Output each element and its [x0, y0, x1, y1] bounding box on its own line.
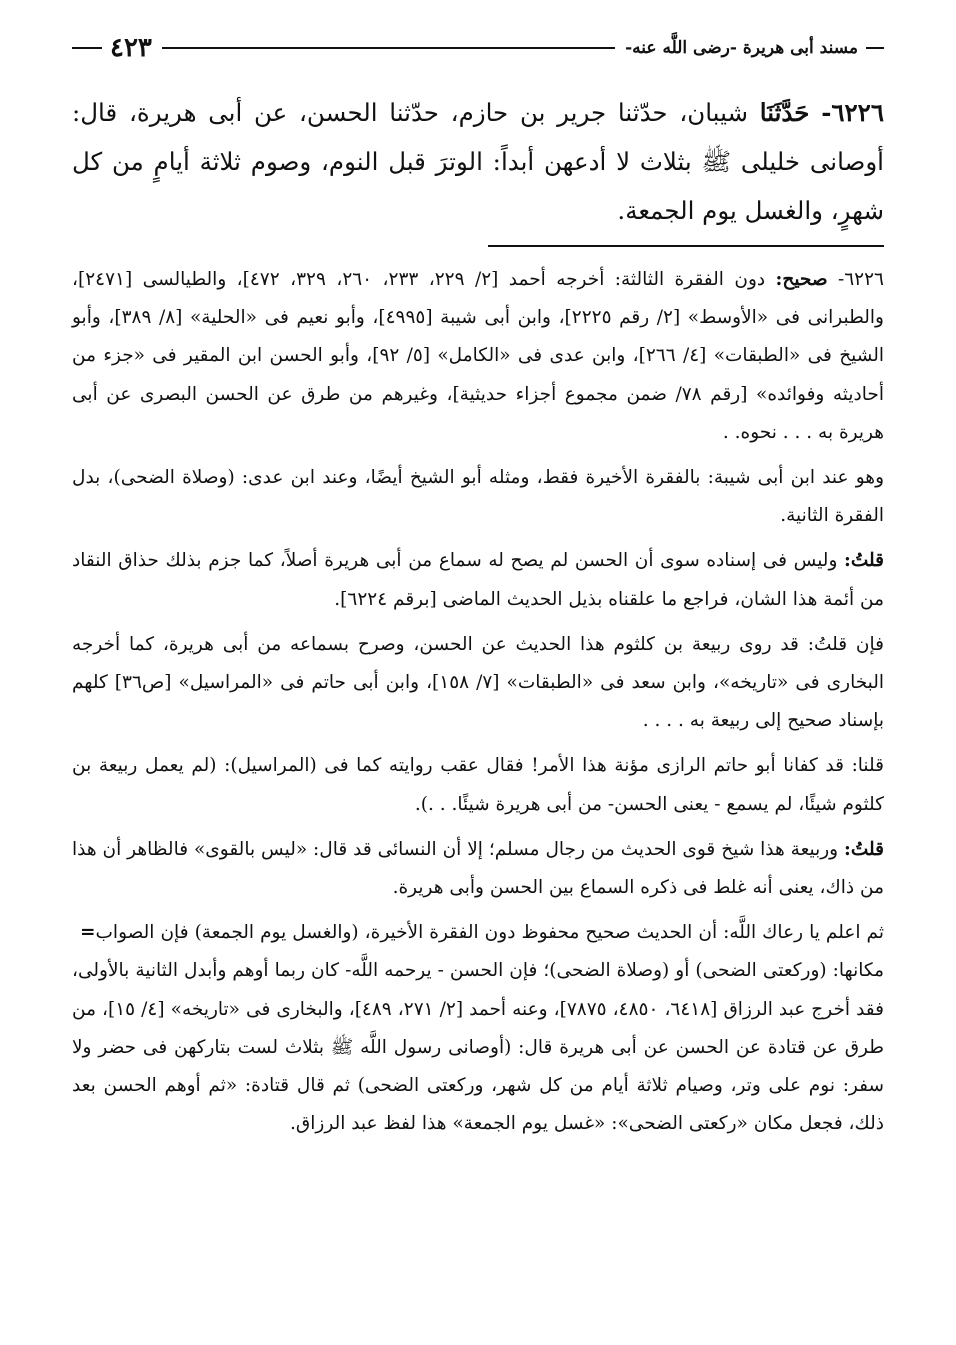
- hadith-number: ٦٢٢٦-: [821, 98, 884, 127]
- book-page: [72, 30, 884, 1150]
- page-number: ٤٢٣: [110, 33, 152, 63]
- paragraph-lead: قلتُ:: [844, 550, 884, 572]
- paragraph-lead: فإن قلتُ:: [807, 633, 884, 655]
- hadith-grade: صحيح:: [775, 269, 828, 290]
- commentary-text: دون الفقرة الثالثة: أخرجه أحمد [٢/ ٢٢٩، ٢٣٣، ٢٦٠، ٣٢٩، ٤٧٢]، والطيالسى [٢٤٧١]، والطبرانى فى «الأوسط» [٢/ رقم ٢٢٢٥]، وابن أبى شيبة [٤٩٩٥]، وأبو نعيم فى «الحلية» [٨/ ٣٨٩]، وأبو الشيخ فى «الطبقات» [٤/ ٢٦٦]، وابن عدى فى «الكامل» [٥/ ٩٢]، وأبو الحسن ابن المقير فى «جزء من أحاديثه وفوائده» [رقم ٧٨/ ضمن مجموع أجزاء حديثية]، وغيرهم من طرق عن الحسن البصرى عن أبى هريرة به . . . نحوه. .: [72, 269, 884, 443]
- hadith-opening-word: حَدَّثَنَا: [759, 98, 810, 127]
- commentary-text: وربيعة هذا شيخ قوى الحديث من رجال مسلم؛ إلا أن النسائى قد قال: «ليس بالقوى» فالظاهر أن هذا من ذاك، يعنى أنه غلط فى ذكره السماع بين الحسن وأبى هريرة.: [72, 838, 884, 899]
- commentary-text: قد كفانا أبو حاتم الرازى مؤنة هذا الأمر! فقال عقب روايته كما فى (المراسيل): (لم يعمل ربيعة بن كلثوم شيئًا، لم يسمع - يعنى الحسن- من أبى هريرة شيئًا. . .).: [72, 755, 884, 815]
- commentary-paragraph: [72, 261, 884, 452]
- commentary-paragraph: وهو عند ابن أبى شيبة: بالفقرة الأخيرة فقط، ومثله أبو الشيخ أيضًا، وعند ابن عدى: (وصلاة الضحى)، بدل الفقرة الثانية.: [72, 467, 884, 527]
- header-rule: [162, 47, 615, 49]
- commentary: [72, 261, 884, 1143]
- paragraph-lead: قلنا:: [851, 755, 884, 777]
- paragraph-lead: قلتُ:: [844, 838, 884, 860]
- page-header: [72, 30, 884, 66]
- commentary-text: قد روى ربيعة بن كلثوم هذا الحديث عن الحسن، وصرح بسماعه من أبى هريرة، كما أخرجه البخارى فى «تاريخه»، وابن سعد فى «الطبقات» [٧/ ١٥٨]، وابن أبى حاتم فى «المراسيل» [ص٣٦] كلهم بإسناد صحيح إلى ربيعة به . . . .: [72, 633, 885, 732]
- commentary-number: ٦٢٢٦-: [837, 269, 884, 290]
- hadith-body: شيبان، حدّثنا جرير بن حازم، حدّثنا الحسن، عن أبى هريرة، قال: أوصانى خليلى ﷺ بثلاث لا أدعهن أبداً: الوترَ قبل النوم، وصوم ثلاثة أيامٍ من كل شهرٍ، والغسل يوم الجمعة.: [72, 98, 884, 225]
- commentary-text: وليس فى إسناده سوى أن الحسن لم يصح له سماع من أبى هريرة أصلاً، كما جزم بذلك حذاق النقاد من أئمة هذا الشان، فراجع ما علقناه بذيل الحديث الماضى [برقم ٦٢٢٤].: [72, 550, 884, 610]
- commentary-text: ثم اعلم يا رعاك اللَّه: أن الحديث صحيح محفوظ دون الفقرة الأخيرة، (والغسل يوم الجمعة) فإن الصواب مكانها: (وركعتى الضحى) أو (وصلاة الضحى)؛ فإن الحسن - يرحمه اللَّه- كان ربما أوهم وأبدل الثانية بالأولى، فقد أخرج عبد الرزاق [٦٤١٨، ٤٨٥٠، ٧٨٧٥]، وعنه أحمد [٢/ ٢٧١، ٤٨٩]، والبخارى فى «تاريخه» [٤/ ١٥]، من طرق عن قتادة عن الحسن عن أبى هريرة قال: (أوصانى رسول اللَّه ﷺ بثلاث لست بتاركهن فى حضر ولا سفر: نوم على وتر، وصيام ثلاثة أيام من كل شهر، وركعتى الضحى) ثم قال قتادة: «ثم أوهم الحسن بعد ذلك، فجعل مكان «ركعتى الضحى»: «غسل يوم الجمعة» هذا لفظ عبد الرزاق.: [72, 922, 884, 1135]
- header-dash: [72, 47, 102, 49]
- hadith-text: [72, 88, 884, 235]
- commentary-paragraph: [72, 831, 884, 907]
- commentary-paragraph: [72, 626, 884, 741]
- commentary-paragraph: [72, 542, 884, 618]
- continuation-mark: =: [80, 922, 96, 944]
- commentary-paragraph: [72, 747, 884, 823]
- footnote-separator: [488, 245, 884, 247]
- header-dash: [866, 47, 884, 49]
- running-title: مسند أبى هريرة -رضى اللَّه عنه-: [625, 38, 858, 58]
- commentary-paragraph: [72, 914, 884, 1143]
